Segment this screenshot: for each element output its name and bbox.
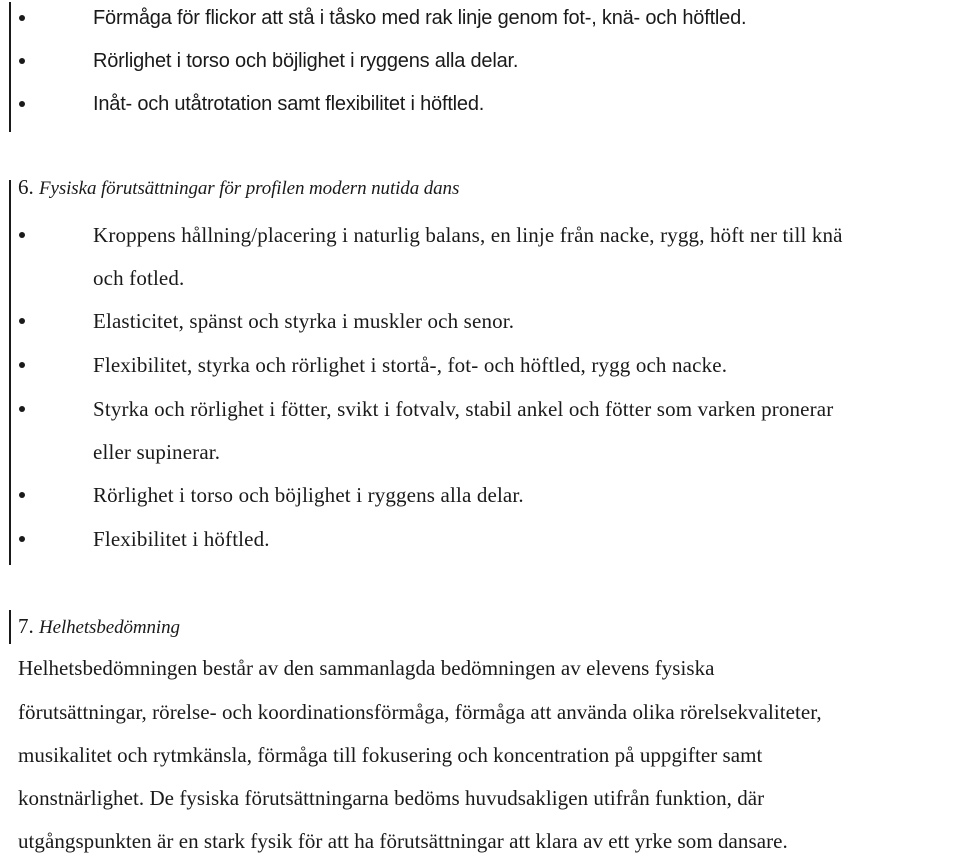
list-item-text: Rörlighet i torso och böjlighet i ryggens alla delar. xyxy=(93,50,519,72)
list-item-text: Flexibilitet, styrka och rörlighet i stortå-, fot- och höftled, rygg och nacke. xyxy=(93,353,728,377)
section-heading xyxy=(18,171,459,203)
list-item-text: Elasticitet, spänst och styrka i muskler och senor. xyxy=(93,309,515,333)
list-item xyxy=(0,89,960,119)
section-heading xyxy=(18,610,180,642)
bullet-icon xyxy=(19,406,25,412)
bullet-icon xyxy=(19,101,25,107)
margin-change-bar xyxy=(9,610,11,644)
paragraph-line: konstnärlighet. De fysiska förutsättningarna bedöms huvudsakligen utifrån funktion, där xyxy=(18,786,765,810)
bullet-icon xyxy=(19,232,25,238)
list-item xyxy=(0,46,960,76)
list-item-text: Rörlighet i torso och böjlighet i ryggens alla delar. xyxy=(93,483,524,507)
list-item xyxy=(0,480,960,510)
bullet-icon xyxy=(19,362,25,368)
list-item xyxy=(0,524,960,554)
list-item xyxy=(0,350,960,380)
list-item-text: Styrka och rörlighet i fötter, svikt i fotvalv, stabil ankel och fötter som varken pronerar xyxy=(93,397,834,421)
list-item-continuation: och fotled. xyxy=(93,266,185,290)
list-item-continuation: eller supinerar. xyxy=(93,440,221,464)
list-item xyxy=(0,3,960,33)
bullet-icon xyxy=(19,15,25,21)
bullet-icon xyxy=(19,58,25,64)
list-item-text: Flexibilitet i höftled. xyxy=(93,527,270,551)
bullet-icon xyxy=(19,318,25,324)
section-title: Helhetsbedömning xyxy=(39,617,180,638)
section-number: 6. xyxy=(18,175,34,199)
list-item xyxy=(0,220,960,250)
paragraph-line: musikalitet och rytmkänsla, förmåga till fokusering och koncentration på uppgifter samt xyxy=(18,743,763,767)
paragraph-line: Helhetsbedömningen består av den sammanlagda bedömningen av elevens fysiska xyxy=(18,656,715,680)
list-item-text: Förmåga för flickor att stå i tåsko med rak linje genom fot-, knä- och höftled. xyxy=(93,7,747,29)
section-title: Fysiska förutsättningar för profilen modern nutida dans xyxy=(39,178,460,199)
bullet-icon xyxy=(19,492,25,498)
list-item-text: Kroppens hållning/placering i naturlig balans, en linje från nacke, rygg, höft ner till knä xyxy=(93,223,843,247)
bullet-icon xyxy=(19,536,25,542)
list-item xyxy=(0,394,960,424)
paragraph-line: förutsättningar, rörelse- och koordinationsförmåga, förmåga att använda olika rörelsekvaliteter, xyxy=(18,700,822,724)
list-item-text: Inåt- och utåtrotation samt flexibilitet i höftled. xyxy=(93,93,485,115)
list-item xyxy=(0,306,960,336)
section-number: 7. xyxy=(18,614,34,638)
paragraph-line: utgångspunkten är en stark fysik för att ha förutsättningar att klara av ett yrke som dansare. xyxy=(18,829,788,853)
